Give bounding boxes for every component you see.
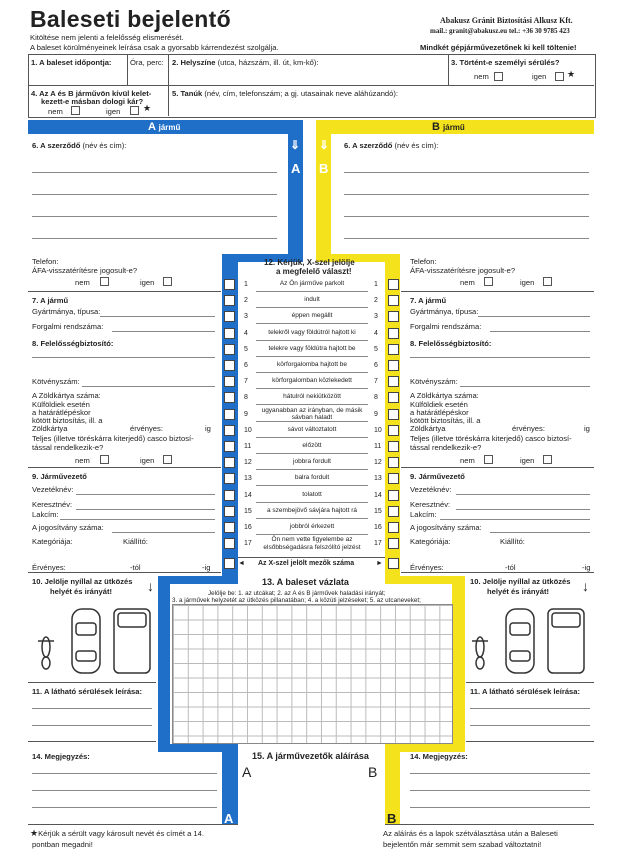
circumstance-text: éppen megállt	[256, 309, 368, 324]
signature-b-letter: B	[368, 764, 378, 780]
circumstance-checkbox-b[interactable]	[388, 392, 399, 403]
circumstance-row	[222, 406, 400, 422]
b-validity-from: -tól	[505, 563, 516, 572]
b-notes-line-3[interactable]	[410, 807, 590, 808]
circumstance-row	[222, 357, 400, 373]
strip-a-letter-bottom: A	[224, 811, 234, 826]
circumstance-number-a: 2	[244, 297, 248, 305]
a-firstname-label: Keresztnév:	[32, 500, 73, 509]
blue-strip-sketch	[158, 576, 170, 748]
a-greencard-label: A Zöldkártya száma:	[32, 391, 101, 400]
b-bottom-line	[385, 824, 594, 825]
a-insurer-field[interactable]	[32, 357, 215, 358]
b-notes-line-2[interactable]	[410, 790, 590, 791]
b-line-1[interactable]	[344, 172, 589, 173]
a-notes-line-3[interactable]	[32, 807, 217, 808]
a-foreign-4: Zöldkártya	[32, 424, 68, 433]
circumstance-number-a: 14	[244, 491, 252, 499]
b-valid-label: érvényes:	[512, 424, 545, 433]
circumstances-heading-1: 12. Kérjük, X-szel jelölje	[264, 258, 355, 267]
circumstance-number-b: 4	[374, 329, 378, 337]
circumstance-checkbox-b[interactable]	[388, 425, 399, 436]
a-vat-yes-checkbox[interactable]	[163, 277, 172, 286]
circumstance-checkbox-b[interactable]	[388, 490, 399, 501]
circumstance-checkbox-a[interactable]	[224, 425, 235, 436]
a-policy-label: Kötvényszám:	[32, 377, 80, 386]
a-foreign-3: kötött biztosítás, ill. a	[32, 416, 103, 425]
company-contact: mail.: granit@abakusz.eu tel.: +36 30 9785 423	[430, 27, 570, 35]
b-notes-line-1[interactable]	[410, 773, 590, 774]
circumstance-number-a: 12	[244, 459, 252, 467]
a-damage-line-2[interactable]	[32, 725, 152, 726]
b-truck-icon	[548, 609, 584, 673]
a-sep-7	[28, 291, 221, 292]
b-foreign-1: Külföldiek esetén	[410, 400, 468, 409]
circumstance-text: ugyanabban az irányban, de másik sávban haladt	[256, 407, 368, 422]
a-address-field[interactable]	[60, 519, 215, 520]
circumstance-text: sávot változtatott	[256, 423, 368, 438]
circumstance-checkbox-b[interactable]	[388, 522, 399, 533]
injury-yes-label: igen	[532, 72, 547, 81]
circumstance-checkbox-b[interactable]	[388, 538, 399, 549]
b-valid-ig: ig	[584, 424, 590, 433]
b-casco-1: Teljes (illetve töréskárra kiterjedő) casco biztosí-	[410, 434, 572, 443]
a-arrow-down-icon: ↓	[147, 578, 154, 594]
a-address-label: Lakcím:	[32, 510, 59, 519]
a-foreign-2: a határátlépéskor	[32, 408, 91, 417]
a-notes-line-1[interactable]	[32, 773, 217, 774]
b-address-label: Lakcím:	[410, 510, 437, 519]
b-motorcycle-icon	[472, 637, 488, 669]
b-foreign-4: Zöldkártya	[410, 424, 446, 433]
circumstance-number-b: 10	[374, 426, 382, 434]
a-impact-label-2: helyét és irányát!	[50, 587, 113, 596]
b-damage-label: 11. A látható sérülések leírása:	[470, 687, 581, 696]
a-line-4[interactable]	[32, 238, 277, 239]
circumstance-number-b: 1	[374, 281, 378, 288]
b-policy-field[interactable]	[460, 386, 590, 387]
circumstance-checkbox-b[interactable]	[388, 360, 399, 371]
circumstance-row	[222, 292, 400, 308]
b-vat-label: ÁFA-visszatérítésre jogosult-e?	[410, 266, 516, 275]
injury-yes-checkbox[interactable]	[555, 72, 564, 81]
circumstance-number-b: 8	[374, 394, 378, 402]
a-casco-no-label: nem	[75, 456, 90, 465]
circumstance-checkbox-a[interactable]	[224, 538, 235, 549]
circumstance-text: balra fordult	[256, 471, 368, 486]
a-motorcycle-icon	[38, 637, 54, 669]
circumstance-checkbox-a[interactable]	[224, 360, 235, 371]
b-sep-10	[401, 572, 594, 573]
circumstance-checkbox-a[interactable]	[224, 457, 235, 468]
b-validity-to: -ig	[582, 563, 591, 572]
circumstance-row	[222, 422, 400, 438]
signature-area[interactable]	[240, 783, 382, 821]
a-notes-line-2[interactable]	[32, 790, 217, 791]
a-validity-to: -ig	[202, 563, 211, 572]
circumstance-number-b: 11	[374, 443, 382, 450]
circumstance-number-a: 3	[244, 313, 248, 321]
circumstance-checkbox-a[interactable]	[224, 344, 235, 355]
b-firstname-field[interactable]	[456, 509, 590, 510]
circumstance-number-a: 4	[244, 329, 248, 337]
b-casco-2: tással rendelkezik-e?	[410, 443, 482, 452]
a-casco-no-checkbox[interactable]	[100, 455, 109, 464]
b-line-2[interactable]	[344, 194, 589, 195]
top-vdivider-3	[127, 54, 128, 85]
other-damage-label-2: kezett-e másban dologi kár?	[41, 97, 144, 106]
b-make-field[interactable]	[478, 316, 590, 317]
footer-left-1: ★Kérjük a sérült vagy károsult nevét és címét a 14.	[30, 828, 204, 838]
b-licence-field[interactable]	[490, 532, 590, 533]
injury-label: 3. Történt-e személyi sérülés?	[451, 58, 560, 67]
strip-b-letter-bottom: B	[387, 811, 397, 826]
a-vat-no-label: nem	[75, 278, 90, 287]
a-category-label: Kategóriája:	[32, 537, 73, 546]
circumstance-checkbox-b[interactable]	[388, 295, 399, 306]
circumstance-text: körforgalomba hajtott be	[256, 358, 368, 373]
other-damage-no-label: nem	[48, 107, 63, 116]
a-casco-yes-checkbox[interactable]	[163, 455, 172, 464]
a-impact-label-1: 10. Jelölje nyíllal az ütközés	[32, 577, 133, 586]
b-issuer-label: Kiállító:	[500, 537, 525, 546]
circumstance-text: tolatott	[256, 488, 368, 503]
circumstance-row	[222, 373, 400, 389]
b-casco-yes-checkbox[interactable]	[543, 455, 552, 464]
fill-note: Mindkét gépjárművezetőnek ki kell töltenie!	[420, 43, 577, 52]
top-vdivider-1	[168, 54, 169, 116]
a-damage-line-1[interactable]	[32, 708, 152, 709]
b-sep-7	[401, 291, 594, 292]
a-valid-ig: ig	[205, 424, 211, 433]
count-box-b[interactable]	[388, 558, 399, 569]
a-surname-field[interactable]	[76, 494, 215, 495]
vehicle-b-heading: B jármű	[432, 121, 465, 133]
footer-right-2: bejelentőn már semmit sem szabad változtatni!	[383, 840, 542, 849]
circumstance-checkbox-b[interactable]	[388, 311, 399, 322]
signature-a-letter: A	[242, 764, 252, 780]
circumstance-number-b: 6	[374, 362, 378, 369]
circumstance-text: a szembejövő sávjára hajtott rá	[256, 504, 368, 519]
b-vehicle-pictograms[interactable]	[470, 603, 590, 678]
b-insurer-label: 8. Felelősségbiztosító:	[410, 339, 492, 348]
circumstance-checkbox-b[interactable]	[388, 457, 399, 468]
b-plate-label: Forgalmi rendszáma:	[410, 322, 482, 331]
b-vat-no-label: nem	[460, 278, 475, 287]
circumstance-checkbox-a[interactable]	[224, 490, 235, 501]
blue-step	[158, 576, 238, 584]
circumstance-checkbox-a[interactable]	[224, 392, 235, 403]
b-vat-no-checkbox[interactable]	[484, 277, 493, 286]
a-make-label: Gyártmánya, típusa:	[32, 307, 101, 316]
a-firstname-field[interactable]	[76, 509, 215, 510]
a-damage-label: 11. A látható sérülések leírása:	[32, 687, 143, 696]
b-insurer-field[interactable]	[410, 357, 590, 358]
page-title: Baleseti bejelentő	[30, 6, 231, 32]
witnesses-label: 5. Tanúk (név, cím, telefonszám; a gj. utasainak neve aláhúzandó):	[172, 89, 399, 98]
a-vehicle-label: 7. A jármű	[32, 296, 69, 305]
a-line-2[interactable]	[32, 194, 277, 195]
b-licence-label: A jogosítvány száma:	[410, 523, 482, 532]
a-surname-label: Vezetéknév:	[32, 485, 74, 494]
circumstance-checkbox-a[interactable]	[224, 522, 235, 533]
circumstance-checkbox-a[interactable]	[224, 441, 235, 452]
a-bottom-line	[28, 824, 238, 825]
circumstance-number-a: 15	[244, 507, 252, 515]
circumstance-number-a: 17	[244, 540, 252, 548]
circumstance-row	[222, 438, 400, 454]
a-truck-icon	[114, 609, 150, 673]
b-casco-no-checkbox[interactable]	[484, 455, 493, 464]
circumstance-text: Az Ön járműve parkolt	[256, 277, 368, 292]
b-surname-label: Vezetéknév:	[410, 485, 452, 494]
circumstance-number-b: 15	[374, 507, 382, 515]
circumstance-number-b: 12	[374, 459, 382, 467]
circumstance-row	[222, 341, 400, 357]
b-foreign-2: a határátlépéskor	[410, 408, 469, 417]
b-casco-yes-label: igen	[520, 456, 535, 465]
circumstance-checkbox-a[interactable]	[224, 311, 235, 322]
company-name: Abakusz Gránit Biztosítási Alkusz Kft.	[440, 16, 573, 25]
subtitle-2: A baleset körülményeinek leírása csak a gyorsabb kárrendezést szolgálja.	[30, 43, 279, 52]
circumstance-checkbox-b[interactable]	[388, 279, 399, 290]
b-arrow-down-icon: ↓	[582, 578, 589, 594]
circumstance-number-a: 16	[244, 524, 252, 531]
circumstance-text: telekre vagy földútra hajtott be	[256, 342, 368, 357]
other-damage-yes-checkbox[interactable]	[130, 106, 139, 115]
b-policy-label: Kötvényszám:	[410, 377, 458, 386]
b-damage-line-1[interactable]	[470, 708, 590, 709]
footer-left-2: pontban megadni!	[32, 840, 93, 849]
yellow-strip-sketch	[452, 576, 465, 748]
b-down-arrow-icon: ⇓	[319, 138, 330, 152]
a-sep-11	[28, 682, 156, 683]
a-policy-field[interactable]	[82, 386, 215, 387]
a-licence-field[interactable]	[112, 532, 215, 533]
sketch-grid[interactable]	[172, 604, 453, 744]
sketch-instruction-2: 3. a járművek helyzetét az ütközés pillanatában; 4. a közúti jelzéseket; 5. az utcaneveket;	[172, 597, 421, 604]
circumstance-row	[222, 487, 400, 503]
a-line-1[interactable]	[32, 172, 277, 173]
circumstance-row	[222, 519, 400, 535]
a-licence-label: A jogosítvány száma:	[32, 523, 104, 532]
a-vat-label: ÁFA-visszatérítésre jogosult-e?	[32, 266, 138, 275]
circumstance-number-a: 11	[244, 443, 252, 450]
b-foreign-3: kötött biztosítás, ill. a	[410, 416, 481, 425]
b-sep-9	[401, 467, 594, 468]
b-damage-line-2[interactable]	[470, 725, 590, 726]
circumstance-number-b: 13	[374, 475, 382, 483]
circumstance-row	[222, 454, 400, 470]
b-casco-no-label: nem	[460, 456, 475, 465]
b-line-4[interactable]	[344, 238, 589, 239]
circumstance-number-a: 8	[244, 394, 248, 402]
circumstance-row	[222, 503, 400, 519]
a-make-field[interactable]	[100, 316, 215, 317]
a-sep-10	[28, 572, 221, 573]
circumstance-checkbox-a[interactable]	[224, 295, 235, 306]
circumstance-text: hátulról nekiütközött	[256, 390, 368, 405]
a-casco-1: Teljes (illetve töréskárra kiterjedő) casco biztosí-	[32, 434, 194, 443]
a-issuer-label: Kiállító:	[123, 537, 148, 546]
b-vat-yes-label: igen	[520, 278, 535, 287]
circumstance-text: Ön nem vette figyelembe az elsőbbségadásra felszólító jelzést	[263, 536, 361, 551]
circumstance-row	[222, 276, 400, 292]
a-sep-14	[28, 741, 156, 742]
b-impact-label-1: 10. Jelölje nyíllal az ütközés	[470, 577, 571, 586]
a-foreign-1: Külföldiek esetén	[32, 400, 90, 409]
b-line-3[interactable]	[344, 216, 589, 217]
circumstance-number-a: 9	[244, 410, 248, 418]
circumstance-row	[222, 470, 400, 486]
count-box-a[interactable]	[224, 558, 235, 569]
injury-no-label: nem	[474, 72, 489, 81]
a-vehicle-pictograms[interactable]	[36, 603, 156, 678]
circumstance-checkbox-b[interactable]	[388, 409, 399, 420]
b-driver-label: 9. Járművezető	[410, 472, 465, 481]
circumstance-text: telekről vagy földútról hajtott ki	[256, 326, 368, 341]
count-label: Az X-szel jelölt mezők száma	[258, 560, 355, 567]
circumstance-checkbox-b[interactable]	[388, 376, 399, 387]
location-label: 2. Helyszíne (utca, házszám, ill. út, km-kő):	[172, 58, 319, 67]
a-down-arrow-icon: ⇓	[290, 138, 301, 152]
circumstance-checkbox-a[interactable]	[224, 279, 235, 290]
top-vdivider-2	[448, 54, 449, 85]
footer-star-icon: ★	[30, 828, 39, 838]
circumstance-number-b: 3	[374, 313, 378, 321]
b-insured-label: 6. A szerződő (név és cím):	[344, 141, 439, 150]
b-vat-yes-checkbox[interactable]	[543, 277, 552, 286]
a-validity-from: -tól	[130, 563, 141, 572]
circumstance-checkbox-b[interactable]	[388, 344, 399, 355]
star-mark: ★	[567, 69, 576, 79]
circumstance-number-b: 17	[374, 540, 382, 548]
accident-time-label: 1. A baleset időpontja:	[31, 58, 112, 67]
strip-b-letter: B	[319, 161, 329, 176]
other-damage-no-checkbox[interactable]	[71, 106, 80, 115]
b-sep-14	[466, 741, 594, 742]
strip-a-letter: A	[291, 161, 301, 176]
b-sep-11	[466, 682, 594, 683]
circumstance-checkbox-a[interactable]	[224, 376, 235, 387]
circumstance-number-b: 16	[374, 524, 382, 531]
b-impact-label-2: helyét és irányát!	[487, 587, 550, 596]
b-greencard-label: A Zöldkártya száma:	[410, 391, 479, 400]
circumstance-number-b: 2	[374, 297, 378, 305]
circumstance-number-a: 7	[244, 378, 248, 386]
a-car-icon	[72, 609, 100, 673]
circumstance-number-b: 7	[374, 378, 378, 386]
circumstance-number-b: 5	[374, 345, 378, 353]
a-valid-label: érvényes:	[130, 424, 163, 433]
top-divider	[28, 85, 594, 86]
circumstance-checkbox-b[interactable]	[388, 328, 399, 339]
a-notes-label: 14. Megjegyzés:	[32, 752, 90, 761]
count-arrow-right-icon: ►	[376, 560, 383, 567]
b-address-field[interactable]	[440, 519, 590, 520]
a-plate-field[interactable]	[112, 331, 215, 332]
b-phone-label: Telefon:	[410, 257, 437, 266]
injury-no-checkbox[interactable]	[494, 72, 503, 81]
circumstance-number-a: 6	[244, 362, 248, 369]
circumstance-number-a: 5	[244, 345, 248, 353]
star-mark-2: ★	[143, 103, 152, 113]
circumstance-number-b: 9	[374, 410, 378, 418]
circumstance-row	[222, 308, 400, 324]
a-validity-label: Érvényes:	[32, 563, 66, 572]
b-make-label: Gyártmánya, típusa:	[410, 307, 479, 316]
footer-right-1: Az aláírás és a lapok szétválasztása után a Baleseti	[383, 829, 558, 838]
circumstance-text: jobbról érkezett	[256, 520, 368, 535]
b-firstname-label: Keresztnév:	[410, 500, 451, 509]
subtitle-1: Kitöltése nem jelenti a felelősség elismerését.	[30, 33, 184, 42]
sketch-instruction-1: Jelölje be: 1. az utcákat; 2. az A és B járművek haladási irányát;	[208, 590, 386, 597]
circumstance-checkbox-b[interactable]	[388, 473, 399, 484]
circumstance-checkbox-b[interactable]	[388, 441, 399, 452]
a-line-3[interactable]	[32, 216, 277, 217]
circumstance-text: jobbra fordult	[256, 455, 368, 470]
a-vat-yes-label: igen	[140, 278, 155, 287]
circumstance-number-a: 10	[244, 426, 252, 434]
a-insured-label: 6. A szerződő (név és cím):	[32, 141, 127, 150]
circumstance-number-a: 13	[244, 475, 252, 483]
circumstances-heading-2: a megfelelő választ!	[276, 267, 352, 276]
a-phone-label: Telefon:	[32, 257, 59, 266]
a-plate-label: Forgalmi rendszáma:	[32, 322, 104, 331]
circumstance-text: körforgalomban közlekedett	[256, 374, 368, 389]
sketch-title: 13. A baleset vázlata	[262, 577, 349, 587]
circumstance-text: indult	[256, 293, 368, 308]
circumstance-checkbox-a[interactable]	[224, 473, 235, 484]
circumstance-checkbox-b[interactable]	[388, 506, 399, 517]
circumstance-checkbox-a[interactable]	[224, 328, 235, 339]
circumstance-number-b: 14	[374, 491, 382, 499]
a-insurer-label: 8. Felelősségbiztosító:	[32, 339, 114, 348]
hour-minute-label: Óra, perc:	[130, 58, 164, 67]
a-driver-label: 9. Járművezető	[32, 472, 87, 481]
a-casco-yes-label: igen	[140, 456, 155, 465]
circumstance-text: előzött	[256, 439, 368, 454]
circumstance-row	[222, 325, 400, 341]
b-category-label: Kategóriája:	[410, 537, 451, 546]
b-notes-label: 14. Megjegyzés:	[410, 752, 468, 761]
b-surname-field[interactable]	[456, 494, 590, 495]
circumstance-number-a: 1	[244, 281, 248, 288]
b-vehicle-label: 7. A jármű	[410, 296, 447, 305]
a-sep-9	[28, 467, 221, 468]
a-vat-no-checkbox[interactable]	[100, 277, 109, 286]
other-damage-label-1: 4. Az A és B járművön kívül kelet-	[31, 89, 152, 98]
circumstance-checkbox-a[interactable]	[224, 506, 235, 517]
signatures-label: 15. A járművezetők aláírása	[252, 751, 369, 761]
other-damage-yes-label: igen	[106, 107, 121, 116]
count-arrow-left-icon: ◄	[238, 560, 245, 567]
b-validity-label: Érvényes:	[410, 563, 444, 572]
b-car-icon	[506, 609, 534, 673]
circumstance-row	[222, 535, 400, 551]
a-casco-2: tással rendelkezik-e?	[32, 443, 104, 452]
vehicle-a-heading: A jármű	[148, 121, 181, 133]
circumstance-checkbox-a[interactable]	[224, 409, 235, 420]
b-plate-field[interactable]	[490, 331, 590, 332]
circumstance-row	[222, 389, 400, 405]
